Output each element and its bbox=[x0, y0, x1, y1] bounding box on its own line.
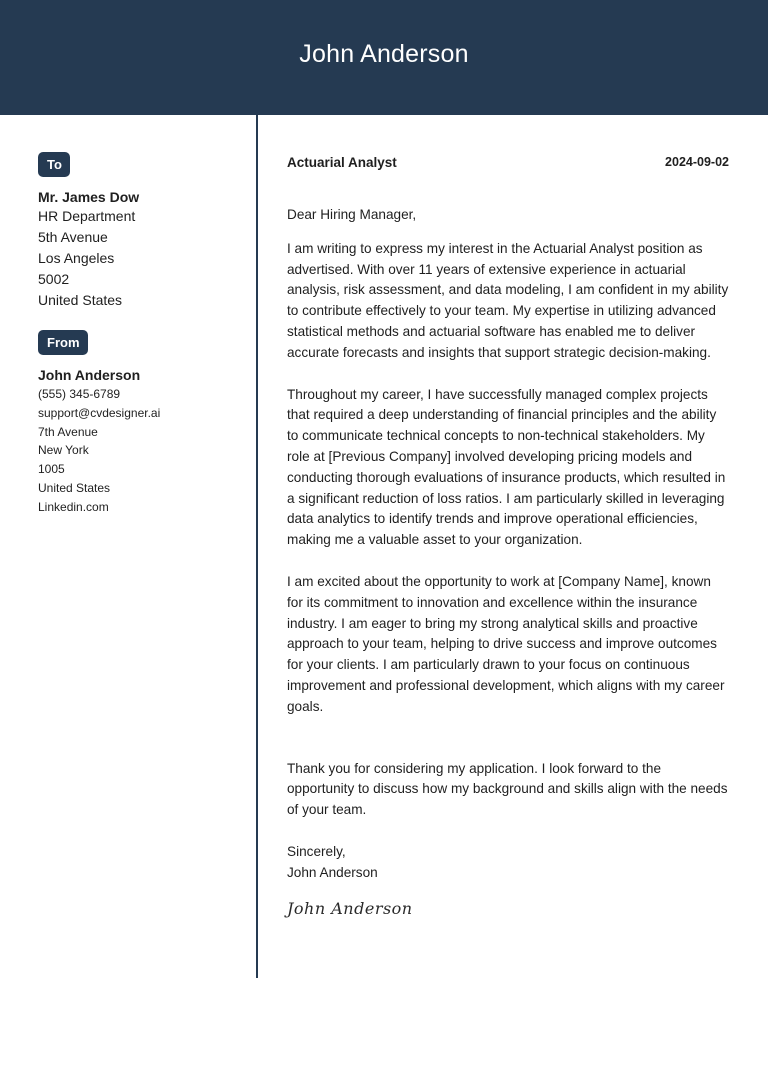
recipient-city: Los Angeles bbox=[38, 250, 115, 266]
vertical-divider bbox=[256, 115, 258, 978]
paragraph-thanks: Thank you for considering my application. I look forward to the opportunity to discuss how my background and skills align with the needs of your team. bbox=[287, 760, 728, 818]
handwritten-signature: John Anderson bbox=[287, 898, 413, 918]
sender-name: John Anderson bbox=[38, 367, 141, 383]
job-title: Actuarial Analyst bbox=[287, 155, 397, 170]
applicant-name-title: John Anderson bbox=[299, 40, 469, 68]
letter-date: 2024-09-02 bbox=[665, 155, 729, 169]
paragraph-experience: Throughout my career, I have successfully managed complex projects that required a deep understanding of financial principles and the ability to communicate technical concepts to non-technical stakeholders. My role at [Previous Company] involved developing pricing models and conducting thorough evaluations of insurance products, which resulted in a significant reduction of loss ratios. I am particularly skilled in leveraging data analytics to identify trends and improve operational efficiencies, making me a valuable asset to your organization. bbox=[287, 386, 726, 548]
paragraph-motivation: I am excited about the opportunity to work at [Company Name], known for its commitment to innovation and excellence within the insurance industry. I am eager to bring my strong analytical skills and proactive approach to your team, helping to drive success and improve outcomes for your clients. I am particularly drawn to your focus on continuous improvement and professional development, which aligns with my career goals. bbox=[287, 573, 725, 714]
sender-city: New York bbox=[38, 443, 89, 458]
to-badge: To bbox=[38, 152, 70, 177]
letter-header-row bbox=[287, 152, 729, 174]
recipient-address bbox=[38, 206, 243, 311]
from-badge: From bbox=[38, 330, 88, 355]
sender-linkedin[interactable]: Linkedin.com bbox=[38, 499, 109, 514]
paragraph-intro: I am writing to express my interest in the Actuarial Analyst position as advertised. With over 11 years of extensive experience in actuarial analysis, risk assessment, and data modeling, I am confident in my ability to contribute effectively to your team. My expertise in utilizing advanced statistical methods and actuarial software has enabled me to deliver accurate forecasts and insights that support strategic decision-making. bbox=[287, 240, 729, 360]
sidebar bbox=[38, 152, 243, 516]
header-banner bbox=[0, 0, 768, 115]
signoff-name: John Anderson bbox=[287, 864, 378, 880]
salutation: Dear Hiring Manager, bbox=[287, 207, 417, 222]
recipient-zip: 5002 bbox=[38, 271, 70, 287]
recipient-country: United States bbox=[38, 292, 123, 308]
sender-email[interactable]: support@cvdesigner.ai bbox=[38, 405, 161, 420]
recipient-name: Mr. James Dow bbox=[38, 189, 140, 205]
sender-country: United States bbox=[38, 480, 111, 495]
letter-body bbox=[287, 152, 729, 918]
recipient-department: HR Department bbox=[38, 208, 136, 224]
recipient-street: 5th Avenue bbox=[38, 229, 108, 245]
closing: Sincerely, bbox=[287, 843, 346, 859]
sender-zip: 1005 bbox=[38, 462, 65, 476]
sender-street: 7th Avenue bbox=[38, 424, 98, 439]
sender-phone: (555) 345-6789 bbox=[38, 387, 121, 401]
